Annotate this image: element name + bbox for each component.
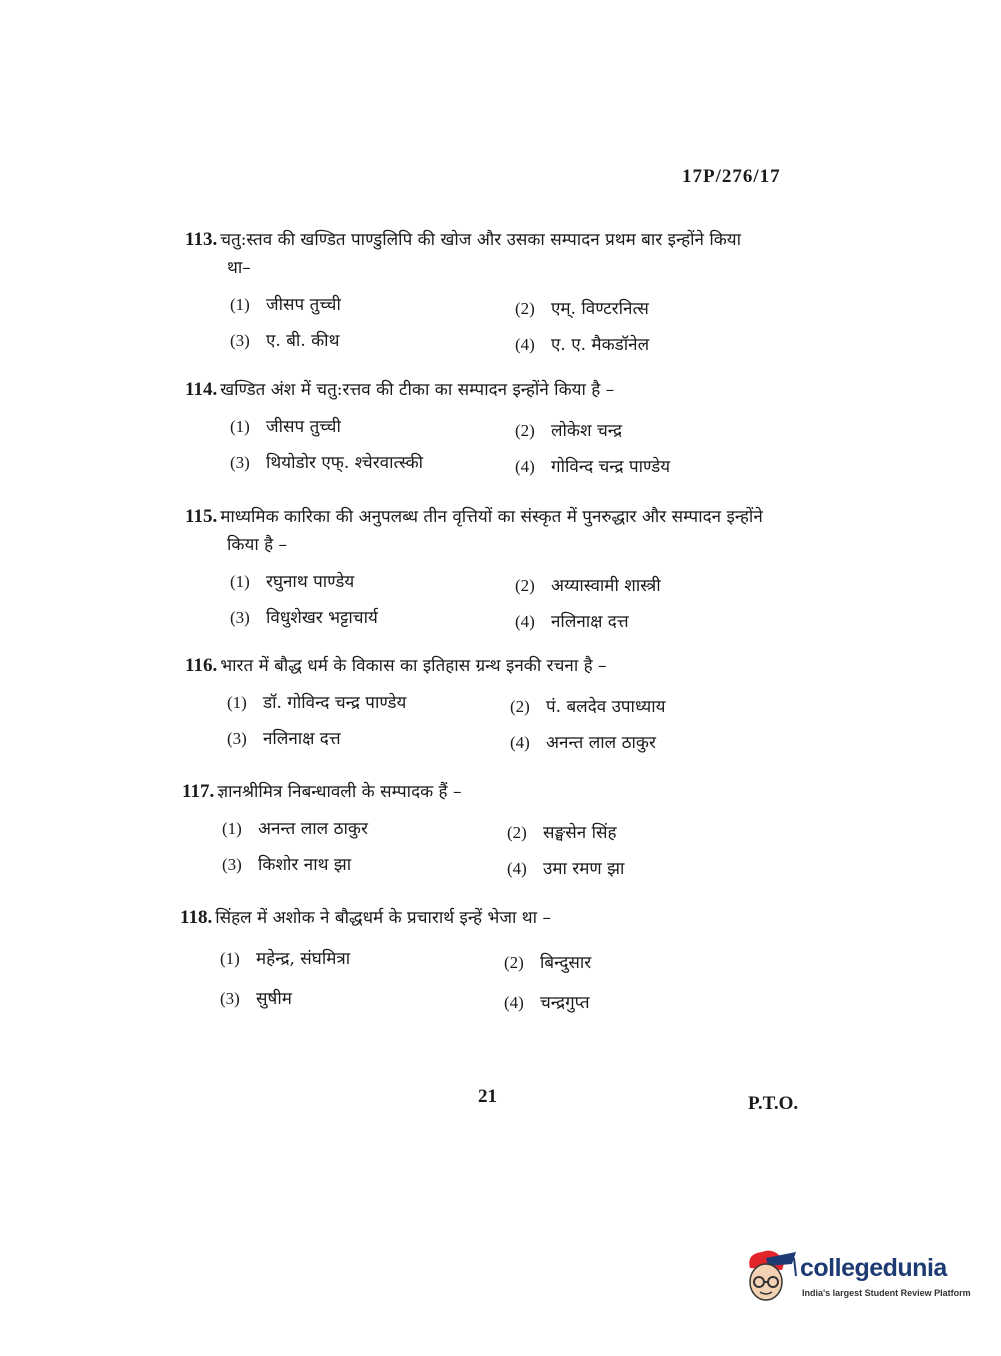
option-2: (2) बिन्दुसार: [504, 953, 592, 973]
options: [180, 942, 820, 1014]
question-text: माध्यमिक कारिका की अनुपलब्ध तीन वृत्तियों का संस्कृत में पुनरुद्धार और सम्पादन इन्होंने: [220, 507, 763, 527]
question-number: 113.: [185, 229, 218, 250]
options: [185, 569, 825, 641]
logo-name: collegedunia: [800, 1254, 947, 1282]
question-number: 115.: [185, 506, 218, 527]
question-114: [185, 376, 825, 486]
question-number: 114.: [185, 379, 218, 400]
question-text: भारत में बौद्ध धर्म के विकास का इतिहास ग्रन्थ इनकी रचना है –: [220, 656, 607, 676]
question-number: 118.: [180, 907, 213, 928]
paper-code: 17P/276/17: [682, 166, 781, 187]
option-1: (1) अनन्त लाल ठाकुर: [222, 819, 368, 839]
option-2: (2) एम्. विण्टरनित्स: [515, 299, 649, 319]
question-text: सिंहल में अशोक ने बौद्धधर्म के प्रचारार्थ इन्हें भेजा था –: [215, 908, 551, 928]
question-118: [180, 904, 820, 1014]
question-number: 117.: [182, 781, 215, 802]
option-1: (1) जीसप तुच्ची: [230, 417, 341, 437]
options: [182, 816, 822, 888]
option-3: (3) विधुशेखर भट्टाचार्य: [230, 608, 378, 628]
page-number: 21: [478, 1086, 497, 1107]
option-1: (1) महेन्द्र, संघमित्रा: [220, 949, 351, 969]
question-text-cont: था–: [227, 258, 251, 278]
option-3: (3) थियोडोर एफ्. श्चेरवात्स्की: [230, 453, 424, 473]
option-2: (2) सङ्घसेन सिंह: [507, 823, 617, 843]
option-2: (2) लोकेश चन्द्र: [515, 421, 623, 441]
option-3: (3) नलिनाक्ष दत्त: [227, 729, 341, 749]
option-1: (1) डॉ. गोविन्द चन्द्र पाण्डेय: [227, 693, 407, 713]
option-4: (4) ए. ए. मैकडॉनेल: [515, 335, 650, 355]
pto-label: P.T.O.: [748, 1093, 799, 1114]
collegedunia-logo: [742, 1248, 972, 1310]
options: [185, 292, 825, 364]
question-number: 116.: [185, 655, 218, 676]
student-mascot-icon: [742, 1248, 800, 1310]
question-text: ज्ञानश्रीमित्र निबन्धावली के सम्पादक हैं –: [217, 782, 462, 802]
logo-tagline: India's largest Student Review Platform: [802, 1288, 971, 1298]
options: [185, 690, 825, 762]
question-text-cont: किया है –: [227, 535, 288, 555]
option-4: (4) चन्द्रगुप्त: [504, 993, 590, 1013]
option-2: (2) पं. बलदेव उपाध्याय: [510, 697, 666, 717]
question-117: [182, 778, 822, 888]
option-4: (4) गोविन्द चन्द्र पाण्डेय: [515, 457, 671, 477]
option-4: (4) अनन्त लाल ठाकुर: [510, 733, 656, 753]
question-text: खण्डित अंश में चतु:रत्तव की टीका का सम्पादन इन्होंने किया है –: [220, 380, 615, 400]
option-4: (4) उमा रमण झा: [507, 859, 625, 879]
option-3: (3) ए. बी. कीथ: [230, 331, 340, 351]
question-115: [185, 503, 825, 641]
option-1: (1) जीसप तुच्ची: [230, 295, 341, 315]
question-text: चतु:स्तव की खण्डित पाण्डुलिपि की खोज और उसका सम्पादन प्रथम बार इन्होंने किया: [220, 230, 742, 250]
option-2: (2) अय्यास्वामी शास्त्री: [515, 576, 661, 596]
options: [185, 414, 825, 486]
option-4: (4) नलिनाक्ष दत्त: [515, 612, 629, 632]
option-3: (3) सुषीम: [220, 989, 292, 1009]
question-113: [185, 226, 825, 364]
option-1: (1) रघुनाथ पाण्डेय: [230, 572, 355, 592]
option-3: (3) किशोर नाथ झा: [222, 855, 352, 875]
question-116: [185, 652, 825, 762]
